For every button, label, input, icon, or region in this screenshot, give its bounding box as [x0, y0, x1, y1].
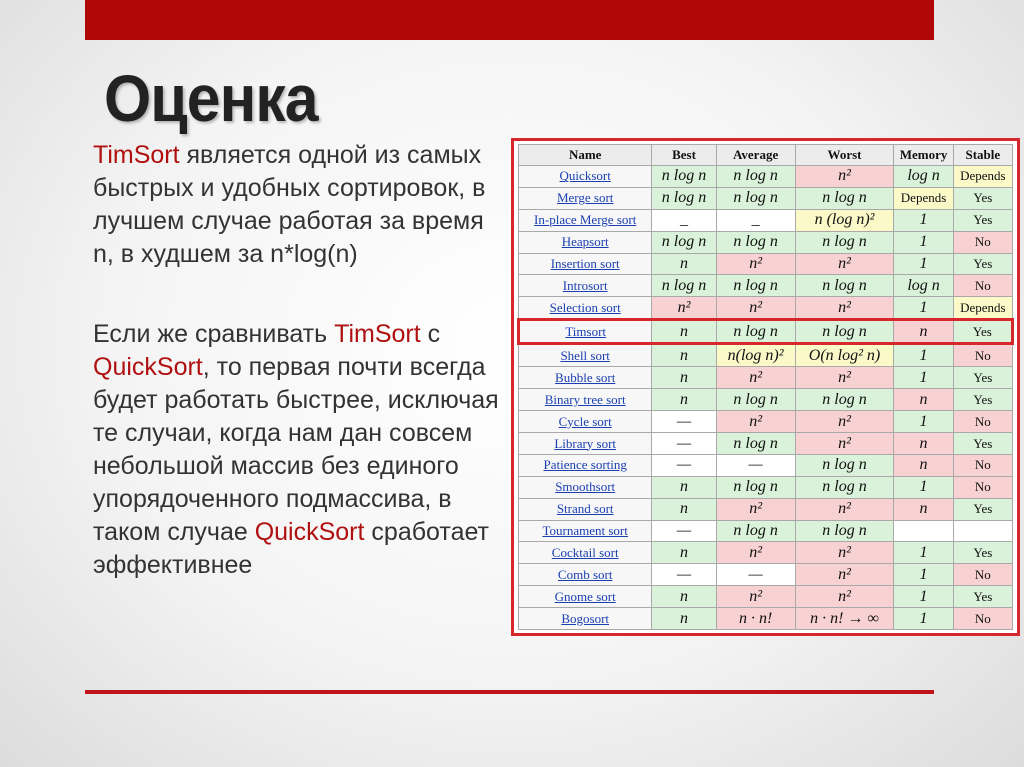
cell-best: —: [652, 454, 716, 476]
cell-worst: n²: [795, 433, 894, 455]
timsort-term: TimSort: [93, 141, 180, 169]
cell-stable: No: [953, 608, 1012, 630]
algorithm-name-link[interactable]: Gnome sort: [519, 586, 652, 608]
cell-stable: No: [953, 411, 1012, 433]
cell-memory: n: [894, 320, 953, 344]
cell-best: n: [652, 608, 716, 630]
cell-worst: n log n: [795, 275, 894, 297]
cell-stable: No: [953, 454, 1012, 476]
cell-average: n²: [716, 498, 795, 520]
cell-worst: n (log n)²: [795, 209, 894, 231]
paragraph-comparison: [93, 318, 503, 582]
cell-best: _: [652, 209, 716, 231]
cell-average: n²: [716, 586, 795, 608]
algorithm-name-link[interactable]: Merge sort: [519, 187, 652, 209]
cell-average: n log n: [716, 433, 795, 455]
cell-average: n · n!: [716, 608, 795, 630]
cell-average: n log n: [716, 520, 795, 542]
cell-stable: Depends: [953, 297, 1012, 320]
cell-best: n²: [652, 297, 716, 320]
table-row: [519, 542, 1013, 564]
header-average: Average: [716, 145, 795, 166]
cell-average: n²: [716, 542, 795, 564]
table-row: [519, 389, 1013, 411]
cell-worst: n²: [795, 367, 894, 389]
table-row: [519, 520, 1013, 542]
algorithm-name-link[interactable]: Selection sort: [519, 297, 652, 320]
algorithm-name-link[interactable]: Cocktail sort: [519, 542, 652, 564]
table-row: [519, 166, 1013, 188]
cell-memory: 1: [894, 231, 953, 253]
cell-stable: Yes: [953, 542, 1012, 564]
table-row: [519, 187, 1013, 209]
cell-stable: Yes: [953, 433, 1012, 455]
quicksort-term: QuickSort: [93, 353, 203, 381]
cell-memory: 1: [894, 209, 953, 231]
table-row: [519, 433, 1013, 455]
bottom-divider: [85, 690, 934, 694]
cell-worst: n log n: [795, 231, 894, 253]
algorithm-name-link[interactable]: Shell sort: [519, 344, 652, 367]
algorithm-name-link[interactable]: Library sort: [519, 433, 652, 455]
algorithm-name-link[interactable]: Insertion sort: [519, 253, 652, 275]
table-row: [519, 498, 1013, 520]
cell-worst: n log n: [795, 320, 894, 344]
table-row: [519, 297, 1013, 320]
header-worst: Worst: [795, 145, 894, 166]
cell-memory: n: [894, 454, 953, 476]
cell-stable: [953, 520, 1012, 542]
cell-worst: n²: [795, 564, 894, 586]
quicksort-term: QuickSort: [254, 518, 365, 546]
cell-worst: n log n: [795, 520, 894, 542]
cell-average: n log n: [716, 476, 795, 498]
cell-memory: 1: [894, 586, 953, 608]
algorithm-name-link[interactable]: Comb sort: [519, 564, 652, 586]
cell-memory: n: [894, 498, 953, 520]
cell-worst: n log n: [795, 476, 894, 498]
cell-memory: [894, 520, 953, 542]
cell-stable: No: [953, 344, 1012, 367]
cell-average: n²: [716, 411, 795, 433]
cell-memory: 1: [894, 476, 953, 498]
cell-stable: Yes: [953, 498, 1012, 520]
cell-memory: 1: [894, 297, 953, 320]
algorithm-name-link[interactable]: In-place Merge sort: [519, 209, 652, 231]
cell-memory: 1: [894, 411, 953, 433]
table-row: [519, 367, 1013, 389]
cell-average: n(log n)²: [716, 344, 795, 367]
cell-stable: No: [953, 275, 1012, 297]
cell-best: —: [652, 433, 716, 455]
cell-average: n log n: [716, 275, 795, 297]
algorithm-name-link[interactable]: Strand sort: [519, 498, 652, 520]
table-row: [519, 476, 1013, 498]
cell-memory: log n: [894, 166, 953, 188]
cell-best: n: [652, 367, 716, 389]
cell-worst: n²: [795, 166, 894, 188]
cell-stable: Yes: [953, 367, 1012, 389]
cell-average: n²: [716, 367, 795, 389]
cell-memory: 1: [894, 253, 953, 275]
paragraph2-part2: с: [420, 320, 441, 348]
cell-stable: Yes: [953, 187, 1012, 209]
paragraph2-part3: , то первая почти всегда будет работать быстрее, исключая те случаи, когда нам дан совсем небольшой массив без единого упорядоченного подмассива, в таком случае: [93, 353, 499, 546]
cell-average: —: [716, 564, 795, 586]
cell-average: n²: [716, 297, 795, 320]
cell-best: n log n: [652, 275, 716, 297]
cell-best: —: [652, 564, 716, 586]
sorting-comparison-table-frame: [511, 138, 1020, 636]
algorithm-name-link[interactable]: Bogosort: [519, 608, 652, 630]
header-best: Best: [652, 145, 716, 166]
table-header-row: [519, 145, 1013, 166]
slide-title: Оценка: [104, 61, 318, 135]
cell-memory: 1: [894, 344, 953, 367]
cell-best: n: [652, 389, 716, 411]
table-row: [519, 231, 1013, 253]
cell-worst: n log n: [795, 389, 894, 411]
cell-stable: No: [953, 476, 1012, 498]
cell-average: n log n: [716, 166, 795, 188]
algorithm-name-link[interactable]: Binary tree sort: [519, 389, 652, 411]
paragraph1-text: является одной из самых быстрых и удобных сортировок, в лучшем случае работая за время n, в худшем за n*log(n): [93, 141, 486, 268]
cell-worst: n²: [795, 297, 894, 320]
cell-memory: log n: [894, 275, 953, 297]
algorithm-name-link[interactable]: Tournament sort: [519, 520, 652, 542]
cell-best: n log n: [652, 166, 716, 188]
cell-average: n²: [716, 253, 795, 275]
cell-memory: 1: [894, 608, 953, 630]
cell-stable: Depends: [953, 166, 1012, 188]
cell-stable: Yes: [953, 586, 1012, 608]
cell-average: n log n: [716, 187, 795, 209]
cell-average: —: [716, 454, 795, 476]
cell-best: —: [652, 411, 716, 433]
algorithm-name-link[interactable]: Quicksort: [519, 166, 652, 188]
sorting-comparison-table: [517, 144, 1014, 630]
cell-stable: Yes: [953, 320, 1012, 344]
cell-stable: Yes: [953, 209, 1012, 231]
top-accent-bar: [85, 0, 934, 40]
cell-worst: n²: [795, 253, 894, 275]
algorithm-name-link[interactable]: Heapsort: [519, 231, 652, 253]
header-stable: Stable: [953, 145, 1012, 166]
table-row: [519, 275, 1013, 297]
cell-average: n log n: [716, 320, 795, 344]
cell-worst: n log n: [795, 187, 894, 209]
cell-stable: No: [953, 564, 1012, 586]
cell-memory: 1: [894, 564, 953, 586]
cell-best: n: [652, 344, 716, 367]
table-row: [519, 344, 1013, 367]
header-memory: Memory: [894, 145, 953, 166]
table-row: [519, 608, 1013, 630]
cell-memory: Depends: [894, 187, 953, 209]
cell-worst: n log n: [795, 454, 894, 476]
cell-memory: 1: [894, 542, 953, 564]
cell-worst: n²: [795, 411, 894, 433]
cell-worst: n²: [795, 498, 894, 520]
cell-stable: Yes: [953, 253, 1012, 275]
cell-best: n log n: [652, 187, 716, 209]
table-row: [519, 586, 1013, 608]
cell-stable: Yes: [953, 389, 1012, 411]
cell-worst: O(n log² n): [795, 344, 894, 367]
cell-average: n log n: [716, 389, 795, 411]
table-row: [519, 411, 1013, 433]
cell-stable: No: [953, 231, 1012, 253]
timsort-term: TimSort: [334, 320, 421, 348]
paragraph2-part1: Если же сравнивать: [93, 320, 335, 348]
table-row: [519, 320, 1013, 344]
header-name: Name: [519, 145, 652, 166]
cell-best: n: [652, 253, 716, 275]
cell-worst: n²: [795, 542, 894, 564]
cell-average: _: [716, 209, 795, 231]
algorithm-name-link[interactable]: Timsort: [519, 320, 652, 344]
cell-worst: n · n! → ∞: [795, 608, 894, 630]
cell-average: n log n: [716, 231, 795, 253]
cell-worst: n²: [795, 586, 894, 608]
cell-memory: n: [894, 389, 953, 411]
table-body: [519, 166, 1013, 630]
table-row: [519, 253, 1013, 275]
algorithm-name-link[interactable]: Cycle sort: [519, 411, 652, 433]
algorithm-name-link[interactable]: Bubble sort: [519, 367, 652, 389]
cell-best: n: [652, 320, 716, 344]
table-row: [519, 209, 1013, 231]
cell-best: n log n: [652, 231, 716, 253]
cell-best: n: [652, 586, 716, 608]
cell-best: n: [652, 498, 716, 520]
algorithm-name-link[interactable]: Smoothsort: [519, 476, 652, 498]
paragraph-timsort-intro: [93, 139, 503, 271]
cell-memory: 1: [894, 367, 953, 389]
cell-best: n: [652, 542, 716, 564]
cell-memory: n: [894, 433, 953, 455]
algorithm-name-link[interactable]: Patience sorting: [519, 454, 652, 476]
cell-best: n: [652, 476, 716, 498]
paragraph2-part4: сработает эффективнее: [93, 518, 489, 579]
table-row: [519, 564, 1013, 586]
algorithm-name-link[interactable]: Introsort: [519, 275, 652, 297]
table-row: [519, 454, 1013, 476]
cell-best: —: [652, 520, 716, 542]
